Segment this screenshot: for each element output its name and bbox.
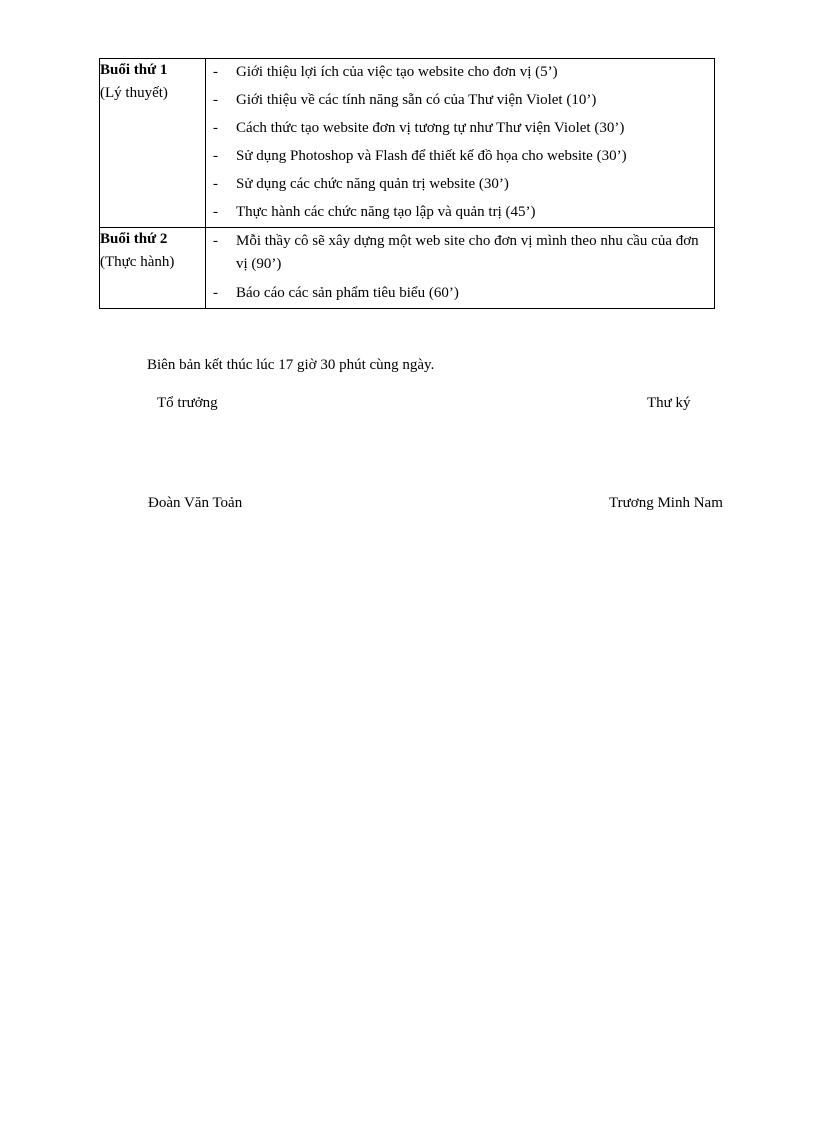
closing-statement: Biên bản kết thúc lúc 17 giờ 30 phút cùng ngày. <box>147 357 435 373</box>
session-content-cell <box>206 59 715 228</box>
signature-title-left: Tổ trưởng <box>157 395 218 411</box>
list-item: - Báo cáo các sản phẩm tiêu biểu (60’) <box>213 285 459 301</box>
session-type: (Lý thuyết) <box>100 85 168 101</box>
list-item-text: Báo cáo các sản phẩm tiêu biểu (60’) <box>236 285 459 301</box>
session-title: Buổi thứ 2 <box>100 231 168 247</box>
list-item: - Giới thiệu lợi ích của việc tạo website cho đơn vị (5’) <box>213 64 558 80</box>
list-item-text: Mỗi thầy cô sẽ xây dựng một web site cho đơn vị mình theo nhu cầu của đơn vị (90’) <box>236 233 699 272</box>
signature-title-right: Thư ký <box>647 395 691 411</box>
session-content-cell <box>206 228 715 309</box>
session-type: (Thực hành) <box>100 254 175 270</box>
session-item-list <box>206 228 714 308</box>
table-row <box>100 59 715 228</box>
session-cell <box>100 228 206 309</box>
list-item-text: Giới thiệu về các tính năng sẵn có của Thư viện Violet (10’) <box>236 92 597 108</box>
list-item: - Sử dụng các chức năng quản trị website (30’) <box>213 176 509 192</box>
list-item: - Mỗi thầy cô sẽ xây dựng một web site cho đơn vị mình theo nhu cầu của đơn vị (90’) <box>213 233 699 272</box>
list-item-text: Cách thức tạo website đơn vị tương tự như Thư viện Violet (30’) <box>236 120 625 136</box>
list-item: - Sử dụng Photoshop và Flash để thiết kế đồ họa cho website (30’) <box>213 148 627 164</box>
session-cell <box>100 59 206 228</box>
list-item: - Thực hành các chức năng tạo lập và quản trị (45’) <box>213 204 536 220</box>
list-item: - Cách thức tạo website đơn vị tương tự như Thư viện Violet (30’) <box>213 120 625 136</box>
session-title: Buổi thứ 1 <box>100 62 168 78</box>
signature-name-left: Đoàn Văn Toản <box>148 495 243 511</box>
table-row <box>100 228 715 309</box>
list-item-text: Sử dụng Photoshop và Flash để thiết kế đồ họa cho website (30’) <box>236 148 627 164</box>
signature-name-right: Trương Minh Nam <box>609 495 723 511</box>
list-item-text: Thực hành các chức năng tạo lập và quản trị (45’) <box>236 204 536 220</box>
session-item-list <box>206 59 714 227</box>
schedule-table <box>99 58 715 309</box>
list-item-text: Sử dụng các chức năng quản trị website (30’) <box>236 176 509 192</box>
list-item: - Giới thiệu về các tính năng sẵn có của Thư viện Violet (10’) <box>213 92 597 108</box>
list-item-text: Giới thiệu lợi ích của việc tạo website cho đơn vị (5’) <box>236 64 558 80</box>
